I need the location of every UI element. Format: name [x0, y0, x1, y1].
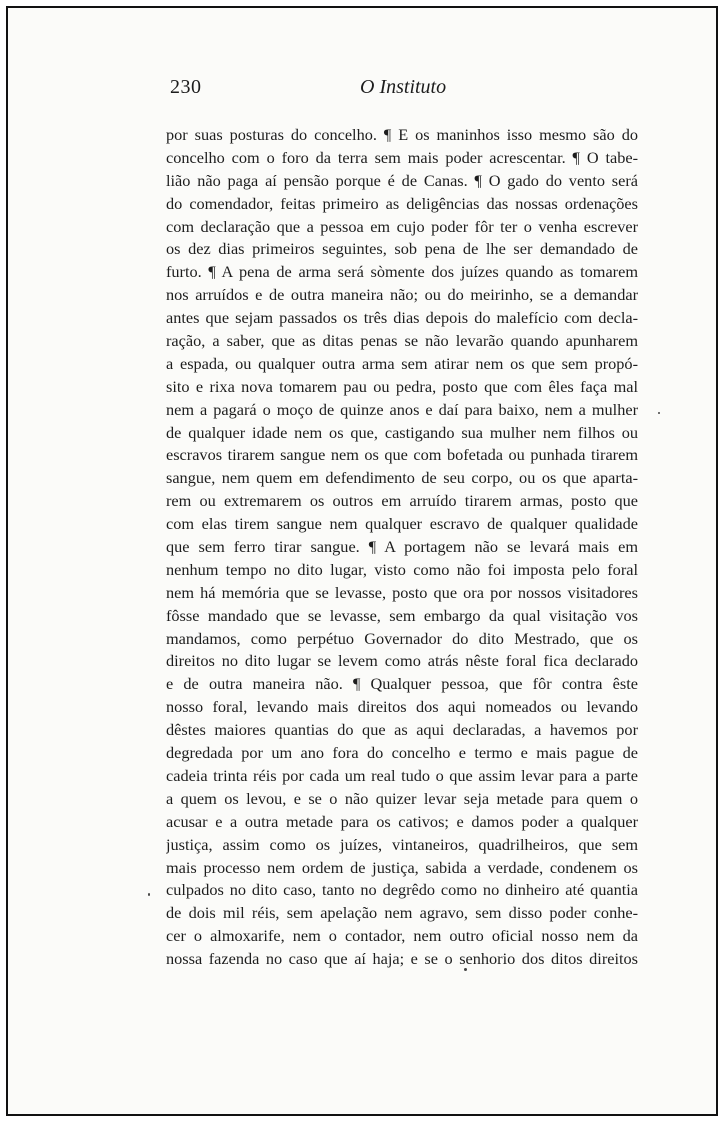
text-line: nem a pagará o moço de quinze anos e daí para baixo, nem a mulher: [166, 399, 638, 419]
text-line: nos arruídos e de outra maneira não; ou do meirinho, se a demandar: [166, 285, 638, 305]
page-number: 230: [170, 76, 202, 98]
text-line: acusar e a outra metade para os cativos; e damos poder a qualquer: [166, 811, 638, 831]
text-line: e de outra maneira não. ¶ Qualquer pessoa, que fôr contra êste: [166, 674, 638, 694]
text-line: lião não paga aí pensão porque é de Canas. ¶ O gado do vento será: [166, 170, 638, 190]
journal-title: O Instituto: [360, 76, 447, 98]
text-line: os dez dias primeiros seguintes, sob pena de lhe ser demandado de: [166, 239, 638, 259]
text-line: de dois mil réis, sem apelação nem agravo, sem disso poder conhe-: [166, 903, 638, 923]
text-line: fôsse mandado que se levasse, sem embargo da qual visitação vos: [166, 605, 638, 625]
text-line: concelho com o foro da terra sem mais poder acrescentar. ¶ O tabe-: [166, 147, 638, 167]
text-line: ração, a saber, que as ditas penas se não levarão quando apunharem: [166, 331, 638, 351]
text-line: por suas posturas do concelho. ¶ E os maninhos isso mesmo são do: [166, 125, 638, 144]
text-line: nossa fazenda no caso que aí haja; e se o senhorio dos ditos direitos: [166, 949, 638, 969]
paper-speck: [148, 893, 150, 896]
paper-speck: [658, 412, 660, 414]
text-line: nenhum tempo no dito lugar, visto como não foi imposta pelo foral: [166, 559, 638, 579]
text-line: sangue, nem quem em defendimento de seu corpo, ou os que aparta-: [166, 468, 638, 488]
body-text: [166, 124, 638, 971]
text-line: escravos tirarem sangue nem os que com bofetada ou punhada tirarem: [166, 445, 638, 465]
text-line: cadeia trinta réis por cada um real tudo o que assim levar para a parte: [166, 765, 638, 785]
text-line: culpados no dito caso, tanto no degrêdo como no dinheiro até quantia: [166, 880, 638, 900]
text-line: degredada por um ano fora do concelho e termo e mais pague de: [166, 743, 638, 763]
text-line: sito e rixa nova tomarem pau ou pedra, posto que com êles faça mal: [166, 376, 638, 396]
text-line: cer o almoxarife, nem o contador, nem outro oficial nosso nem da: [166, 926, 638, 946]
text-line: dêstes maiores quantias do que as aqui declaradas, a havemos por: [166, 720, 638, 740]
text-line: rem ou extremarem os outros em arruído tirarem armas, posto que: [166, 491, 638, 511]
text-line: mais processo nem ordem de justiça, sabida a verdade, condenem os: [166, 857, 638, 877]
text-line: direitos no dito lugar se levem como atrás nêste foral fica declarado: [166, 651, 638, 671]
text-line: antes que sejam passados os três dias depois do malefício com decla-: [166, 308, 638, 328]
text-line: com elas tirem sangue nem qualquer escravo de qualquer qualidade: [166, 514, 638, 534]
text-line: nem há memória que se levasse, posto que ora por nossos visitadores: [166, 582, 638, 602]
text-line: mandamos, como perpétuo Governador do dito Mestrado, que os: [166, 628, 638, 648]
text-line: a quem os levou, e se o não quizer levar seja metade para quem o: [166, 788, 638, 808]
text-line: justiça, assim como os juízes, vintaneiros, quadrilheiros, que sem: [166, 834, 638, 854]
text-line: do comendador, feitas primeiro as deligências das nossas ordenações: [166, 193, 638, 213]
text-line: de qualquer idade nem os que, castigando sua mulher nem filhos ou: [166, 422, 638, 442]
text-line: furto. ¶ A pena de arma será sòmente dos juízes quando as tomarem: [166, 262, 638, 282]
text-line: que sem ferro tirar sangue. ¶ A portagem não se levará mais em: [166, 537, 638, 557]
text-line: nosso foral, levando mais direitos dos aqui nomeados ou levando: [166, 697, 638, 717]
text-line: a espada, ou qualquer outra arma sem atirar nem os que sem propó-: [166, 353, 638, 373]
running-head: [170, 76, 640, 104]
text-line: com declaração que a pessoa em cujo poder fôr ter o venha escrever: [166, 216, 638, 236]
